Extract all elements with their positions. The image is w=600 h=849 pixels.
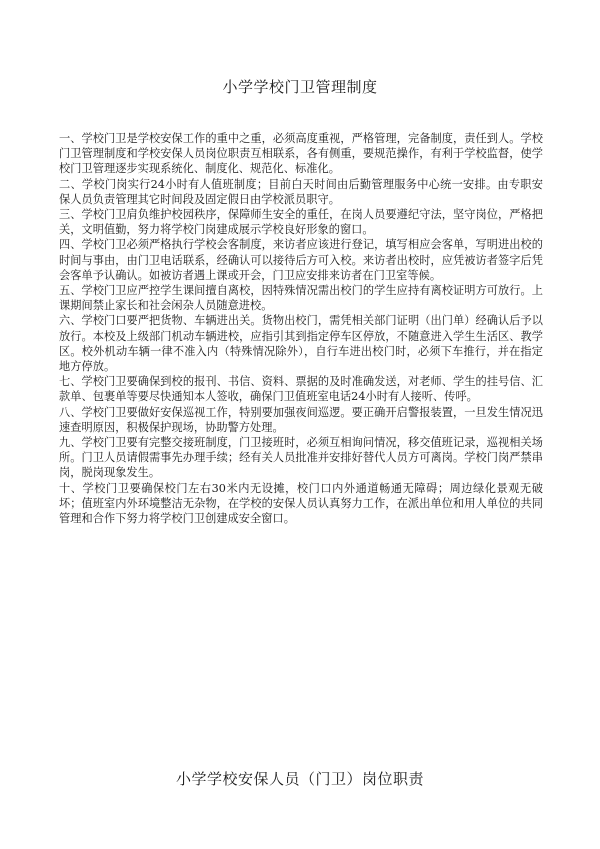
paragraph-7: 七、学校门卫要确保到校的报刊、书信、资料、票据的及时准确发送，对老师、学生的挂号信、汇款单、包裹单等要尽快通知本人签收，确保门卫值班室电话24小时有人接听、传呼。 xyxy=(59,375,543,404)
paragraph-8: 八、学校门卫要做好安保巡视工作，特别要加强夜间巡逻。要正确开启警报装置，一旦发生情况迅速查明原因，积极保护现场，协助警方处理。 xyxy=(59,405,543,434)
next-section-title: 小学学校安保人员（门卫）岗位职责 xyxy=(175,770,424,788)
document-title: 小学学校门卫管理制度 xyxy=(222,78,378,96)
paragraph-3: 三、学校门卫肩负维护校园秩序，保障师生安全的重任，在岗人员要遵纪守法，坚守岗位，严格把关，文明值勤，努力将学校门岗建成展示学校良好形象的窗口。 xyxy=(59,208,543,237)
paragraph-6: 六、学校门口要严把货物、车辆进出关。货物出校门，需凭相关部门证明（出门单）经确认后予以放行。本校及上级部门机动车辆进校，应指引其到指定停车区停放，不随意进入学生生活区、教学区。校外机动车辆一律不准入内（特殊情况除外），自行车进出校门时，必须下车推行，并在指定地方停放。 xyxy=(59,314,543,374)
paragraph-5: 五、学校门卫应严控学生课间擅自离校，因特殊情况需出校门的学生应持有离校证明方可放行。上课期间禁止家长和社会闲杂人员随意进校。 xyxy=(59,284,543,313)
paragraph-1: 一、学校门卫是学校安保工作的重中之重，必须高度重视，严格管理，完备制度，责任到人。学校门卫管理制度和学校安保人员岗位职责互相联系，各有侧重，要规范操作，有利于学校监督，使学校门卫管理逐步实现系统化、制度化、规范化、标准化。 xyxy=(59,132,543,176)
paragraph-4: 四、学校门卫必须严格执行学校会客制度，来访者应该进行登记，填写相应会客单，写明进出校的时间与事由，由门卫电话联系，经确认可以接待后方可入校。来访者出校时，应凭被访者签字后凭会客单予认确认。如被访者遇上课或开会，门卫应安排来访者在门卫室等候。 xyxy=(59,238,543,282)
document-body xyxy=(59,131,543,526)
paragraph-2: 二、学校门岗实行24小时有人值班制度；目前白天时间由后勤管理服务中心统一安排。由专职安保人员负责管理其它时间段及固定假日由学校派员职守。 xyxy=(59,177,543,206)
paragraph-9: 九、学校门卫要有完整交接班制度，门卫接班时，必须互相询问情况，移交值班记录，巡视相关场所。门卫人员请假需事先办理手续；经有关人员批准并安排好替代人员方可离岗。学校门岗严禁串岗，脱岗现象发生。 xyxy=(59,436,543,480)
paragraph-10: 十、学校门卫要确保校门左右30米内无设摊，校门口内外通道畅通无障碍；周边绿化景观无破坏；值班室内外环境整洁无杂物，在学校的安保人员认真努力工作，在派出单位和用人单位的共同管理和合作下努力将学校门卫创建成安全窗口。 xyxy=(59,481,543,526)
